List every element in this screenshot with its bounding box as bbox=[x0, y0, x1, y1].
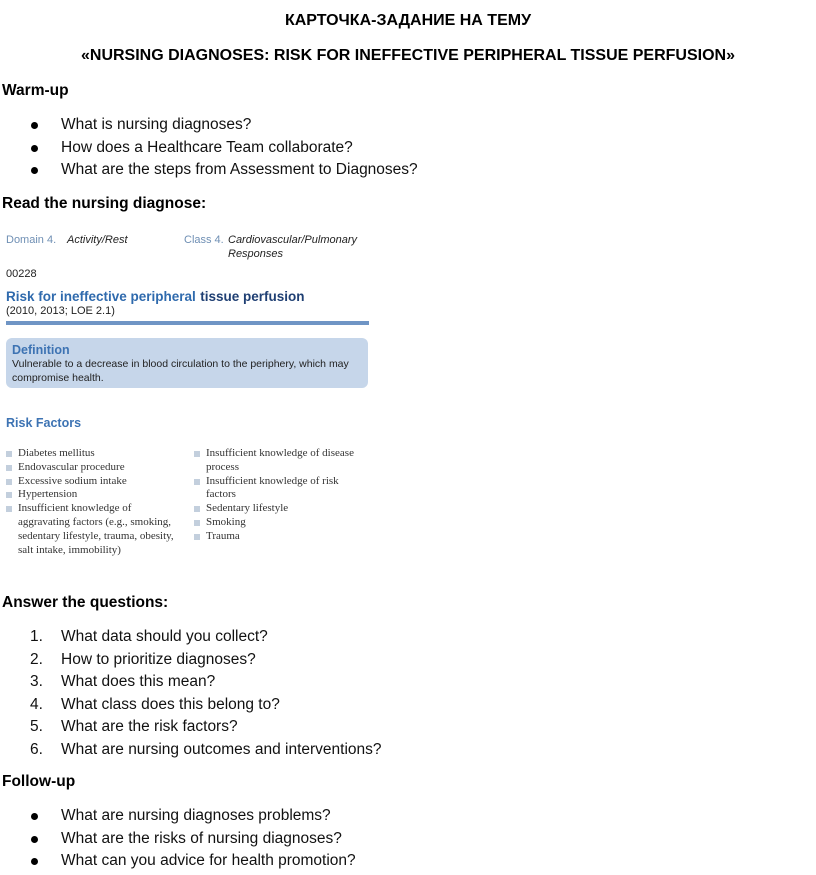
risk-factor: Endovascular procedure bbox=[6, 461, 176, 475]
definition-box bbox=[6, 338, 368, 388]
diagnosis-title-part1: Risk for ineffective peripheral bbox=[6, 289, 196, 304]
diagnosis-code: 00228 bbox=[6, 268, 37, 280]
risk-factor: Sedentary lifestyle bbox=[194, 502, 370, 516]
warmup-heading: Warm-up bbox=[2, 82, 69, 99]
risk-factors-left bbox=[6, 447, 176, 557]
risk-factor: Insufficient knowledge of aggravating factors (e.g., smoking, sedentary lifestyle, trauma, obesity, salt intake, immobility) bbox=[6, 502, 176, 557]
bullet-square-icon bbox=[6, 465, 12, 471]
risk-factor: Insufficient knowledge of disease process bbox=[194, 447, 370, 475]
nursing-diagnosis-card bbox=[6, 228, 372, 573]
bullet-square-icon bbox=[194, 520, 200, 526]
bullet-square-icon bbox=[194, 506, 200, 512]
risk-factor: Insufficient knowledge of risk factors bbox=[194, 475, 370, 503]
list-item: 1. What data should you collect? bbox=[30, 628, 268, 645]
risk-factor: Excessive sodium intake bbox=[6, 475, 176, 489]
topic-title: «NURSING DIAGNOSES: RISK FOR INEFFECTIVE PERIPHERAL TISSUE PERFUSION» bbox=[80, 47, 735, 64]
list-item: 3. What does this mean? bbox=[30, 673, 216, 691]
list-item: How does a Healthcare Team collaborate? bbox=[0, 137, 418, 160]
bullet-square-icon bbox=[194, 479, 200, 485]
risk-factor: Hypertension bbox=[6, 488, 176, 502]
diagnosis-title bbox=[6, 288, 305, 306]
definition-heading: Definition bbox=[12, 343, 70, 357]
bullet-square-icon bbox=[6, 506, 12, 512]
followup-heading: Follow-up bbox=[2, 773, 76, 790]
bullet-square-icon bbox=[194, 451, 200, 457]
list-item: 4. What class does this belong to? bbox=[30, 695, 280, 713]
followup-list bbox=[0, 805, 356, 873]
warmup-list bbox=[0, 114, 418, 182]
diagnosis-meta: (2010, 2013; LOE 2.1) bbox=[6, 305, 115, 317]
risk-factors-heading: Risk Factors bbox=[6, 416, 82, 430]
domain-value: Activity/Rest bbox=[67, 234, 128, 246]
risk-factor: Diabetes mellitus bbox=[6, 447, 176, 461]
list-item: What can you advice for health promotion? bbox=[0, 850, 356, 873]
list-item: What are the risks of nursing diagnoses? bbox=[0, 828, 356, 851]
bullet-square-icon bbox=[6, 492, 12, 498]
read-heading: Read the nursing diagnose: bbox=[2, 195, 207, 212]
divider bbox=[6, 321, 369, 325]
list-item: 2. How to prioritize diagnoses? bbox=[30, 650, 256, 668]
questions-list bbox=[0, 626, 382, 762]
questions-heading: Answer the questions: bbox=[2, 594, 169, 611]
list-item: What are the steps from Assessment to Diagnoses? bbox=[0, 159, 418, 182]
class-label: Class 4. bbox=[184, 234, 224, 246]
bullet-square-icon bbox=[6, 451, 12, 457]
list-item: 5. What are the risk factors? bbox=[30, 718, 238, 736]
risk-factor: Trauma bbox=[194, 530, 370, 544]
domain-label: Domain 4. bbox=[6, 234, 57, 246]
class-value-cont: Responses bbox=[228, 248, 284, 260]
list-item: What are nursing diagnoses problems? bbox=[0, 805, 356, 828]
page-title: КАРТОЧКА-ЗАДАНИЕ НА ТЕМУ bbox=[284, 12, 532, 29]
bullet-square-icon bbox=[6, 479, 12, 485]
risk-factors-right bbox=[194, 447, 370, 544]
list-item: 6. What are nursing outcomes and interventions? bbox=[30, 740, 382, 758]
diagnosis-title-part2: tissue perfusion bbox=[200, 289, 305, 304]
class-value: Cardiovascular/Pulmonary bbox=[228, 234, 357, 246]
list-item: What is nursing diagnoses? bbox=[0, 114, 418, 137]
bullet-square-icon bbox=[194, 534, 200, 540]
definition-text: Vulnerable to a decrease in blood circulation to the periphery, which may compromise health. bbox=[12, 358, 349, 384]
risk-factor: Smoking bbox=[194, 516, 370, 530]
